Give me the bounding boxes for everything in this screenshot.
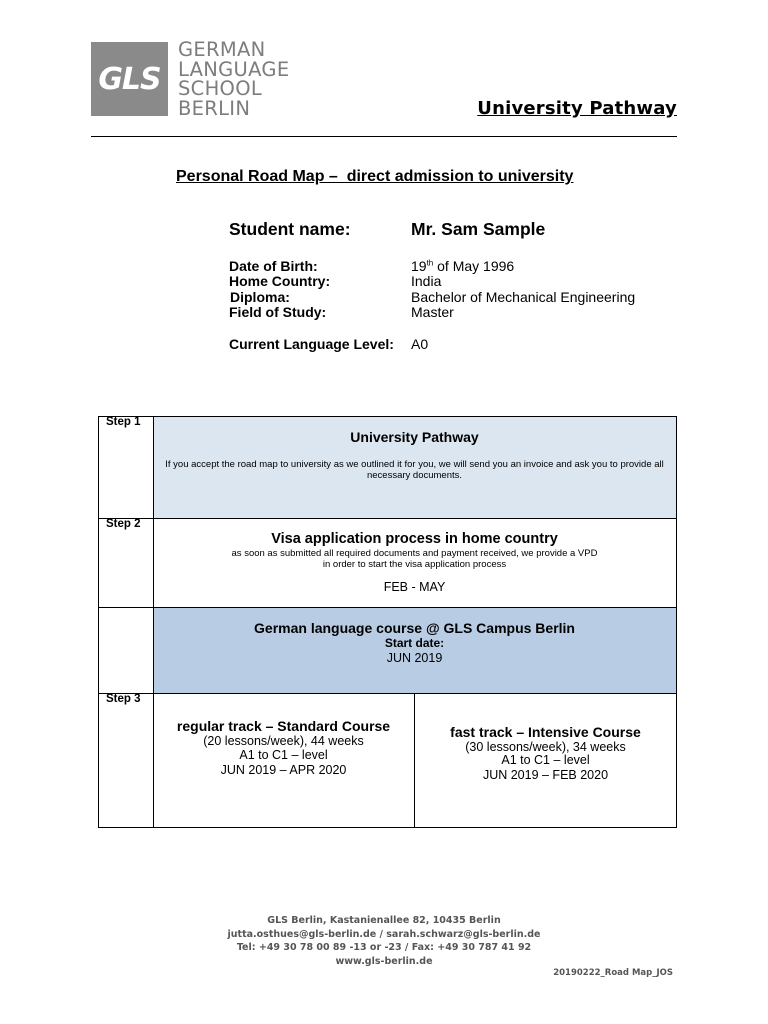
step2-title: Visa application process in home country <box>271 531 558 547</box>
dob-label: Date of Birth: <box>229 258 318 274</box>
footer-website: www.gls-berlin.de <box>335 955 433 967</box>
fast-track-title: fast track – Intensive Course <box>450 724 641 740</box>
row-divider <box>98 518 677 519</box>
footer-contact <box>0 914 768 968</box>
step1-label: Step 1 <box>106 416 141 428</box>
logo-line: LANGUAGE <box>178 57 290 81</box>
header-pathway-title: University Pathway <box>477 98 677 119</box>
student-name-label: Student name: <box>229 219 351 239</box>
diploma-label: Diploma: <box>230 289 290 305</box>
dob-value: 19th of May 1996 <box>411 258 515 274</box>
course-start-label: Start date: <box>384 636 445 650</box>
school-name-logo <box>178 40 289 118</box>
course-title: German language course @ GLS Campus Berlin <box>254 620 575 636</box>
diploma-value: Bachelor of Mechanical Engineering <box>411 289 636 305</box>
header-divider <box>91 136 677 137</box>
step2-line2: in order to start the visa application process <box>322 559 507 570</box>
course-start-date: JUN 2019 <box>386 651 443 665</box>
country-label: Home Country: <box>229 273 331 289</box>
step1-text: If you accept the road map to university as we outlined it for you, we will send you an invoice and ask you to provide all necessary documents. <box>165 459 664 481</box>
regular-track-level: A1 to C1 – level <box>239 748 328 762</box>
step2-line1: as soon as submitted all required documents and payment received, we provide a VPD <box>231 548 598 559</box>
step3-label: Step 3 <box>106 693 141 705</box>
step1-title: University Pathway <box>350 429 479 445</box>
logo-mark-text: GLS <box>98 61 161 97</box>
regular-track-title: regular track – Standard Course <box>176 718 391 734</box>
gls-logo-mark <box>91 42 168 116</box>
language-level-value: A0 <box>411 336 429 352</box>
logo-line: BERLIN <box>178 96 251 120</box>
student-name-value: Mr. Sam Sample <box>411 219 546 239</box>
footer-emails: jutta.osthues@gls-berlin.de / sarah.schwarz@gls-berlin.de <box>227 928 541 940</box>
step2-label: Step 2 <box>106 518 141 530</box>
footer-address: GLS Berlin, Kastanienallee 82, 10435 Berlin <box>267 915 501 926</box>
regular-track-period: JUN 2019 – APR 2020 <box>220 763 347 777</box>
footer-phone: Tel: +49 30 78 00 89 -13 or -23 / Fax: +49 30 787 41 92 <box>236 942 532 953</box>
country-value: India <box>411 273 442 289</box>
language-level-label: Current Language Level: <box>229 336 394 352</box>
step2-period: FEB - MAY <box>383 580 446 594</box>
field-label: Field of Study: <box>229 304 327 320</box>
row-divider <box>98 607 677 608</box>
document-title: Personal Road Map – direct admission to university <box>176 168 574 185</box>
row-divider <box>98 693 677 694</box>
logo-line: GERMAN <box>178 38 266 61</box>
field-value: Master <box>411 304 454 320</box>
fast-track-period: JUN 2019 – FEB 2020 <box>482 768 609 782</box>
fast-track-level: A1 to C1 – level <box>501 753 590 767</box>
logo-line: SCHOOL <box>178 77 263 100</box>
document-code: 20190222_Road Map_JOS <box>553 968 673 978</box>
fast-track-lessons: (30 lessons/week), 34 weeks <box>465 740 626 754</box>
regular-track-lessons: (20 lessons/week), 44 weeks <box>203 734 364 748</box>
